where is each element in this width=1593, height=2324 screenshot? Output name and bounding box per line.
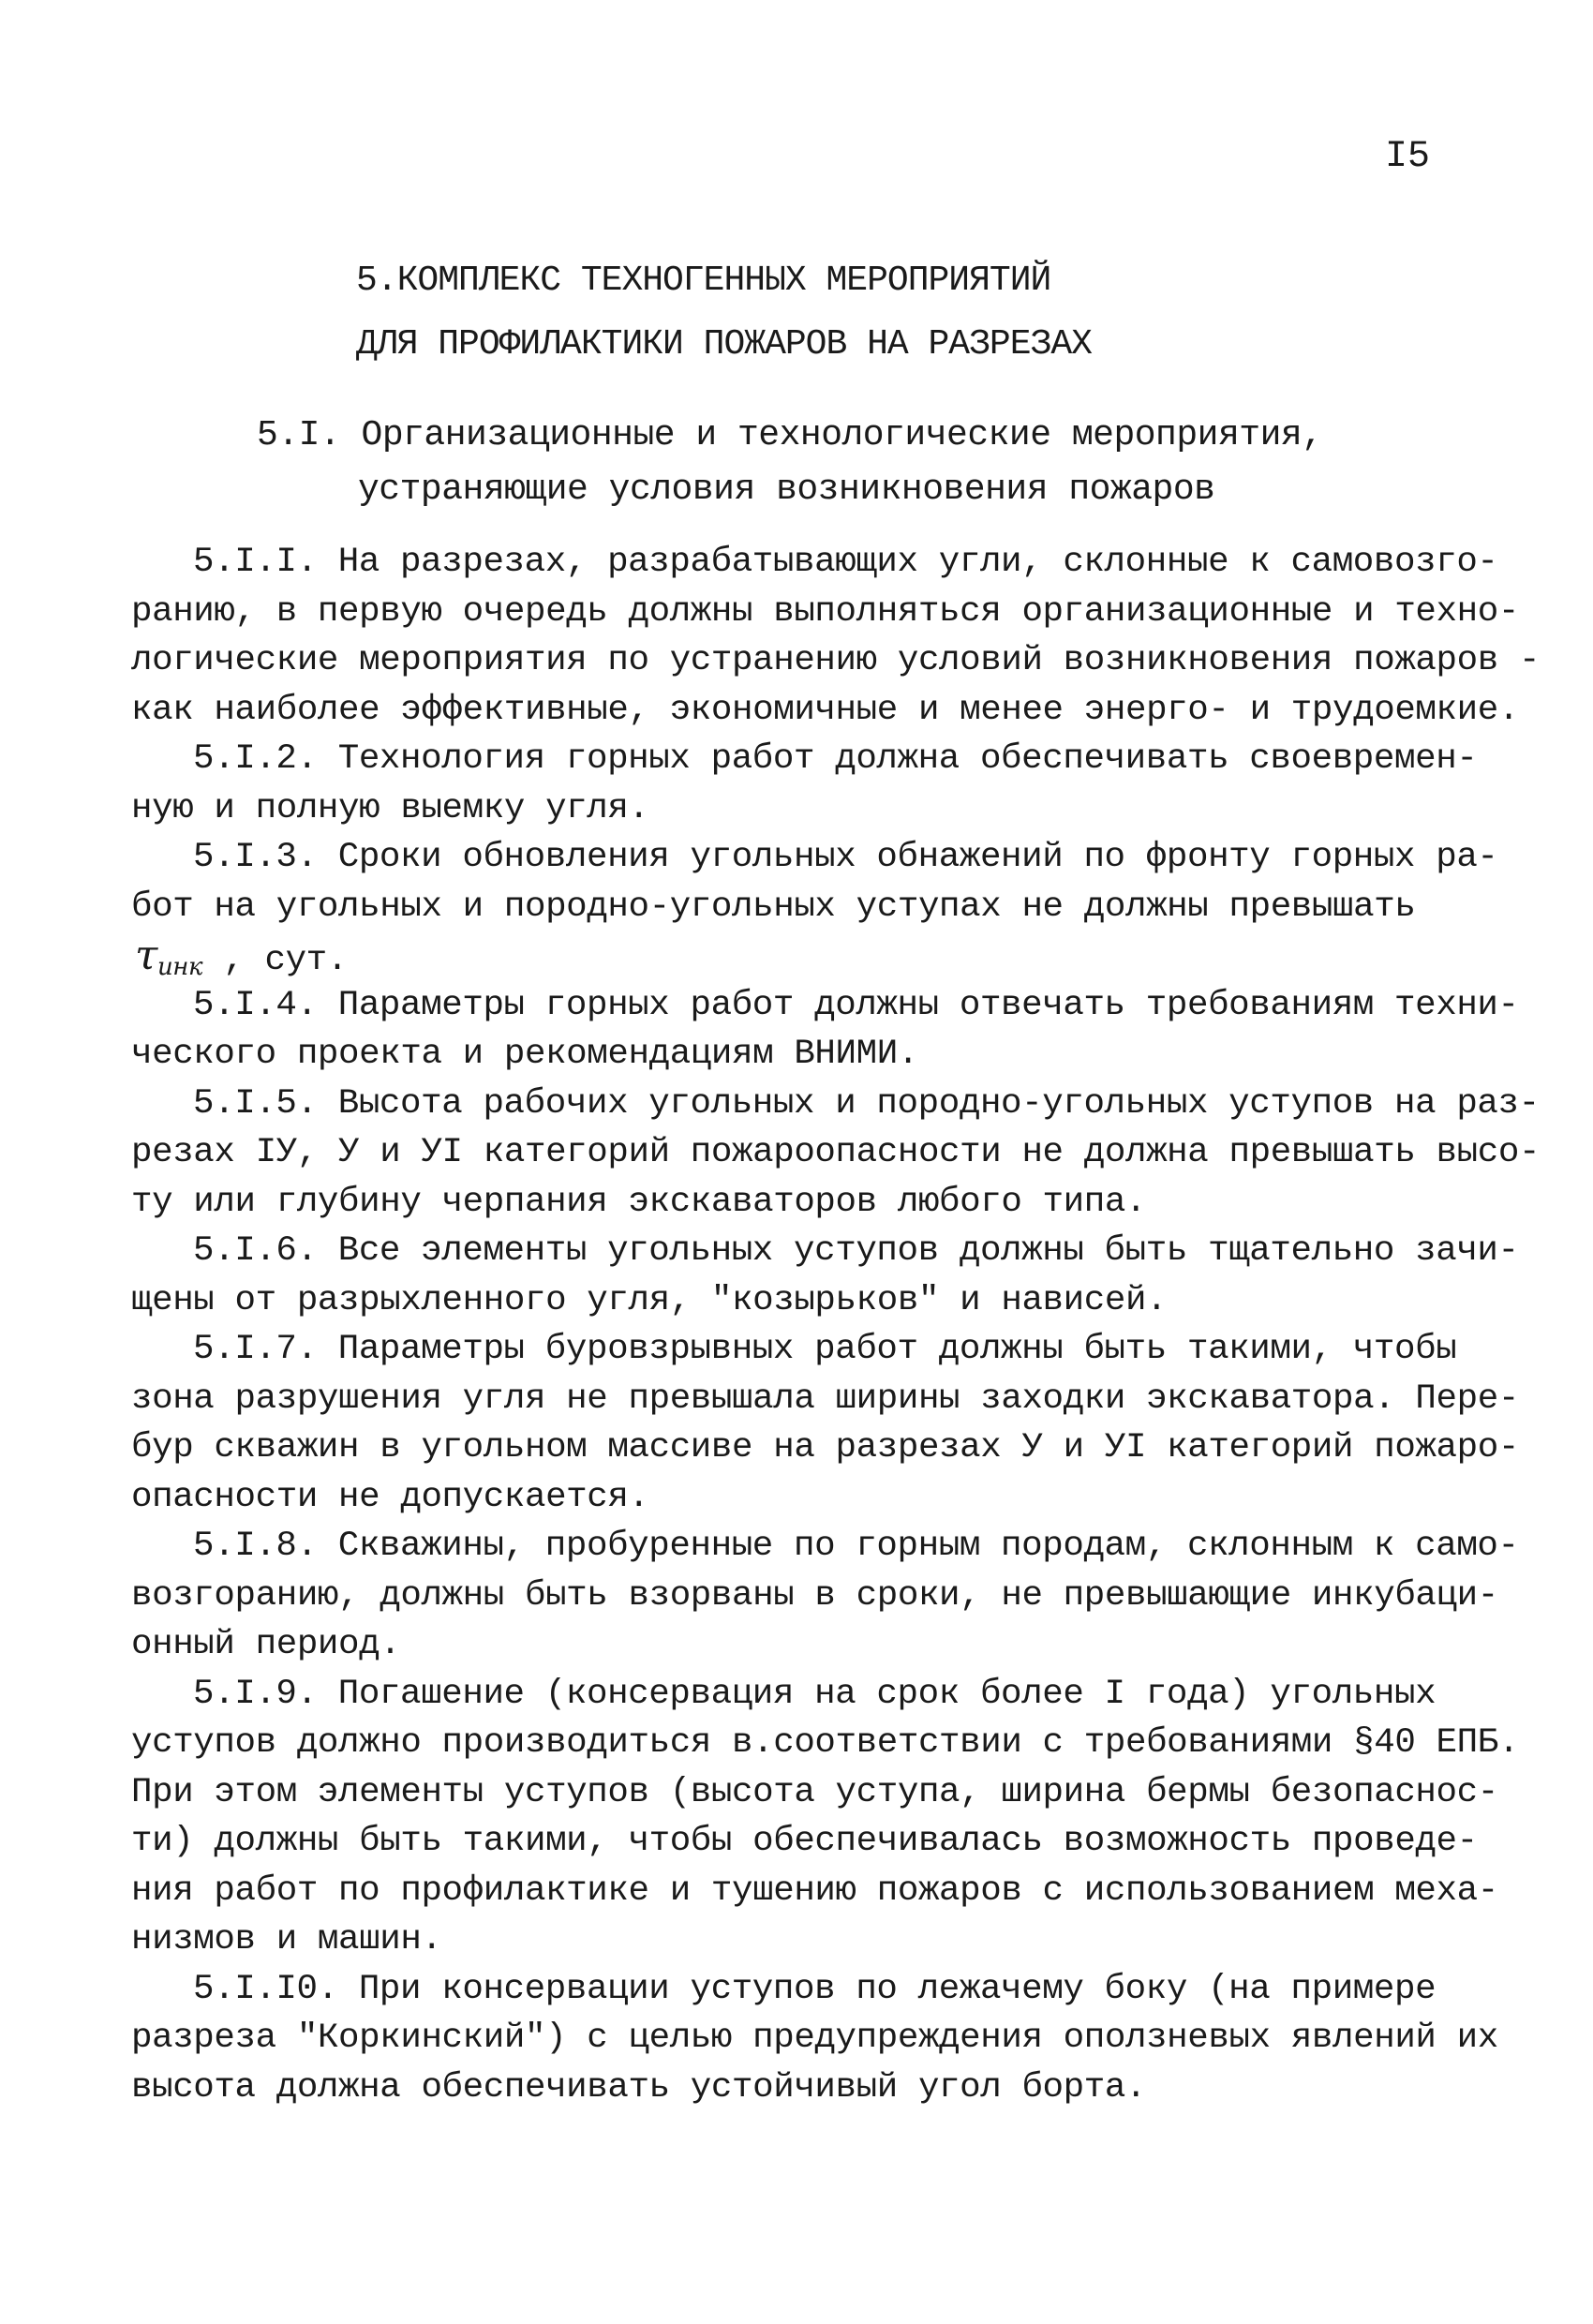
paragraph-line: 5.I.6. Все элементы угольных уступов должны быть тщательно зачи-	[193, 1231, 1519, 1271]
paragraph-line: 5.I.2. Технология горных работ должна обеспечивать своевремен-	[193, 739, 1478, 779]
paragraph-5-1-9	[131, 1670, 1519, 1965]
paragraph-line: логические мероприятия по устранению условий возникновения пожаров -	[131, 641, 1541, 680]
paragraph-5-1-8	[131, 1522, 1519, 1670]
paragraph-line: возгоранию, должны быть взорваны в сроки, не превышающие инкубаци-	[131, 1575, 1498, 1616]
paragraph-5-1-1	[131, 538, 1541, 735]
paragraph-line: ную и полную выемку угля.	[131, 788, 649, 828]
tau-subscript: инк	[156, 953, 203, 981]
formula-suffix: , сут.	[202, 941, 348, 980]
paragraph-5-1-7	[131, 1325, 1519, 1522]
paragraph-line: бур скважин в угольном массиве на разрезах У и УI категорий пожаро-	[131, 1428, 1519, 1467]
paragraph-5-1-4	[131, 981, 1519, 1080]
paragraph-line: 5.I.5. Высота рабочих угольных и породно-угольных уступов на раз-	[193, 1083, 1540, 1124]
paragraph-line: опасности не допускается.	[131, 1477, 649, 1517]
document-body	[131, 538, 1541, 2112]
subsection-title-line-2: устраняющие условия возникновения пожаров	[358, 469, 1215, 510]
paragraph-line: ту или глубину черпания экскаваторов любого типа.	[131, 1182, 1147, 1222]
paragraph-line: 5.I.4. Параметры горных работ должны отвечать требованиям техни-	[193, 985, 1519, 1025]
paragraph-line: 5.I.7. Параметры буровзрывных работ должны быть такими, чтобы	[193, 1330, 1457, 1369]
tau-letter: τ	[135, 931, 157, 979]
paragraph-line: низмов и машин.	[131, 1920, 442, 1959]
tau-symbol	[131, 931, 202, 979]
paragraph-line: бот на угольных и породно-угольных уступах не должны превышать	[131, 886, 1416, 927]
paragraph-line: ранию, в первую очередь должны выполняться организационные и техно-	[131, 591, 1519, 632]
paragraph-line: высота должна обеспечивать устойчивый угол борта.	[131, 2067, 1147, 2108]
paragraph-line: 5.I.I. На разрезах, разрабатывающих угли, склонные к самовозго-	[193, 543, 1498, 582]
paragraph-5-1-6	[131, 1227, 1519, 1325]
section-title	[356, 249, 1092, 377]
formula-line	[131, 931, 1471, 981]
paragraph-5-1-10	[131, 1965, 1498, 2113]
paragraph-line: ческого проекта и рекомендациям ВНИМИ.	[131, 1035, 918, 1074]
section-title-line-1: 5.КОМПЛЕКС ТЕХНОГЕННЫХ МЕРОПРИЯТИЙ	[356, 261, 1051, 301]
paragraph-line: разреза "Коркинский") с целью предупреждения оползневых явлений их	[131, 2019, 1498, 2058]
paragraph-line: ти) должны быть такими, чтобы обеспечивалась возможность проведе-	[131, 1822, 1478, 1861]
paragraph-5-1-3	[131, 833, 1498, 981]
paragraph-line: уступов должно производиться в.соответствии с требованиями §40 ЕПБ.	[131, 1723, 1519, 1763]
paragraph-line: 5.I.8. Скважины, пробуренные по горным породам, склонным к само-	[193, 1527, 1519, 1566]
paragraph-line: резах IУ, У и УI категорий пожароопасности не должна превышать высо-	[131, 1133, 1541, 1172]
paragraph-5-1-2	[131, 735, 1478, 833]
paragraph-line: 5.I.3. Сроки обновления угольных обнажений по фронту горных ра-	[193, 838, 1498, 877]
paragraph-line: 5.I.9. Погашение (консервация на срок более I года) угольных	[193, 1674, 1437, 1714]
paragraph-5-1-5	[131, 1080, 1541, 1228]
paragraph-line: зона разрушения угля не превышала ширины заходки экскаватора. Пере-	[131, 1378, 1519, 1419]
paragraph-line: онный период.	[131, 1625, 401, 1664]
paragraph-line: 5.I.I0. При консервации уступов по лежачему боку (на примере	[193, 1969, 1437, 2009]
paragraph-line: При этом элементы уступов (высота уступа, ширина бермы безопаснос-	[131, 1772, 1498, 1812]
paragraph-line: как наиболее эффективные, экономичные и менее энерго- и трудоемкие.	[131, 690, 1519, 730]
page-number: I5	[1385, 136, 1431, 178]
section-title-line-2: ДЛЯ ПРОФИЛАКТИКИ ПОЖАРОВ НА РАЗРЕЗАХ	[356, 324, 1092, 365]
paragraph-line: щены от разрыхленного угля, "козырьков" и нависей.	[131, 1280, 1168, 1320]
subsection-title	[257, 409, 1323, 517]
subsection-title-line-1: 5.I. Организационные и технологические мероприятия,	[257, 415, 1323, 455]
paragraph-line: ния работ по профилактике и тушению пожаров с использованием меха-	[131, 1870, 1498, 1911]
